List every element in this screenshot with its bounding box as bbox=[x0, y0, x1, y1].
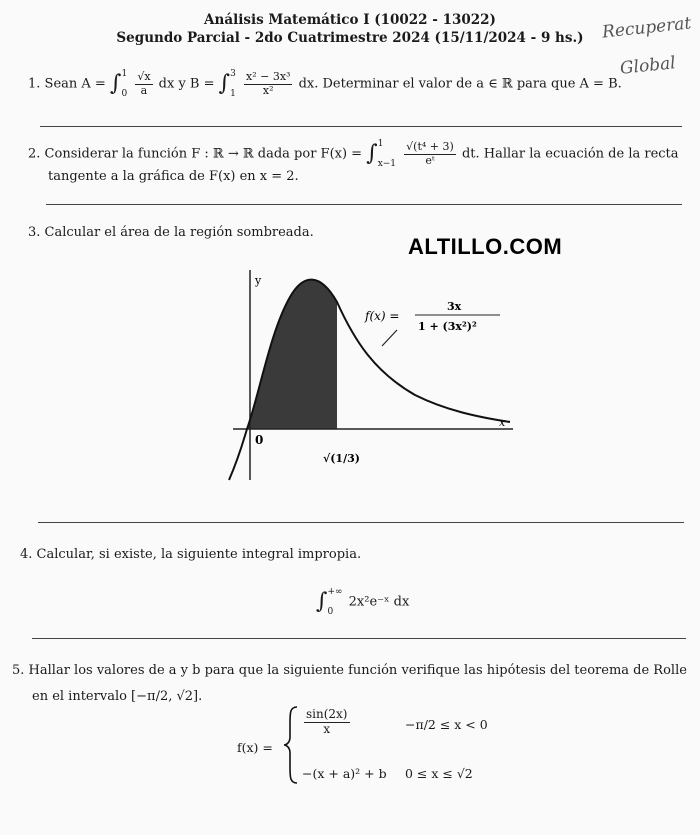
question-number: 1. bbox=[28, 76, 41, 92]
divider bbox=[32, 638, 686, 639]
handwritten-note-line2: Global bbox=[619, 53, 677, 79]
q2-text-a: Considerar la función F : ℝ → ℝ dada por F(x) = bbox=[44, 146, 363, 162]
function-label: f(x) = bbox=[365, 309, 400, 323]
integral-sign: ∫ bbox=[109, 71, 122, 97]
integral-limits: +∞ 0 bbox=[327, 587, 343, 617]
q4-integrand: 2x²e⁻ˣ dx bbox=[348, 594, 410, 610]
question-4 bbox=[20, 546, 361, 564]
q4-integral bbox=[316, 586, 409, 618]
shaded-region bbox=[247, 280, 337, 429]
fraction: $\frac{\text{√(t⁴ + 3)}}{\text{eᵗ}}$ bbox=[406, 139, 454, 167]
q5-text-line1: Hallar los valores de a y b para que la siguiente función verifique las hipótesis del teorema de Rolle bbox=[28, 663, 687, 678]
divider bbox=[46, 204, 682, 205]
question-number: 4. bbox=[20, 547, 33, 562]
q4-text: Calcular, si existe, la siguiente integral impropia. bbox=[36, 547, 362, 562]
q1-intro: Sean A = bbox=[44, 76, 106, 92]
integral-limits: 3 1 bbox=[230, 69, 236, 99]
divider bbox=[38, 522, 684, 523]
piece2-expression: −(x + a)² + b bbox=[302, 766, 387, 781]
piecewise-brace bbox=[282, 705, 300, 785]
area-graph bbox=[215, 262, 525, 487]
integral-limits: 1 x−1 bbox=[377, 139, 397, 169]
divider bbox=[40, 126, 682, 127]
q2-line2: tangente a la gráfica de F(x) en x = 2. bbox=[48, 169, 299, 184]
piece1-expression: $\frac{\sin(2x)}{x}$ bbox=[306, 707, 348, 736]
annotation-arrow bbox=[382, 330, 397, 346]
integral-sign: ∫ bbox=[218, 71, 231, 97]
question-number: 5. bbox=[12, 663, 25, 678]
q2-text-b: dt. Hallar la ecuación de la recta bbox=[461, 146, 679, 162]
integral-sign: ∫ bbox=[316, 589, 328, 615]
question-5 bbox=[12, 662, 687, 680]
question-3 bbox=[28, 224, 314, 242]
piece2-condition: 0 ≤ x ≤ √2 bbox=[405, 766, 473, 781]
x-mark-label: √(1/3) bbox=[323, 452, 360, 465]
exam-title: Análisis Matemático I (10022 - 13022) bbox=[204, 12, 496, 28]
question-2 bbox=[28, 138, 679, 170]
function-numerator: 3x bbox=[447, 300, 462, 313]
handwritten-note-line1: Recuperat bbox=[601, 13, 693, 43]
piece1-condition: −π/2 ≤ x < 0 bbox=[405, 717, 488, 732]
x-axis-label: x bbox=[499, 416, 506, 429]
y-axis-label: y bbox=[255, 274, 262, 287]
question-1 bbox=[28, 68, 622, 100]
question-number: 3. bbox=[28, 225, 41, 240]
q1-text-a: dx y B = bbox=[158, 76, 215, 92]
q1-text-b: dx. Determinar el valor de a ∈ ℝ para que A = B. bbox=[298, 76, 622, 92]
origin-label: 0 bbox=[255, 433, 264, 447]
q5-text-line2: en el intervalo [−π/2, √2]. bbox=[32, 689, 203, 704]
fraction: $\frac{√x}{a}$ bbox=[137, 69, 151, 97]
piecewise-lhs: f(x) = bbox=[237, 740, 273, 755]
function-denominator: 1 + (3x²)² bbox=[418, 320, 477, 333]
watermark: ALTILLO.COM bbox=[408, 234, 563, 259]
fraction: $\frac{\text{x² − 3x³}}{\text{x²}}$ bbox=[246, 69, 291, 97]
q3-text: Calcular el área de la región sombreada. bbox=[44, 225, 314, 240]
integral-limits: 1 0 bbox=[121, 69, 128, 99]
exam-subtitle: Segundo Parcial - 2do Cuatrimestre 2024 (15/11/2024 - 9 hs.) bbox=[116, 30, 584, 46]
integral-sign: ∫ bbox=[366, 141, 378, 167]
question-number: 2. bbox=[28, 146, 41, 162]
